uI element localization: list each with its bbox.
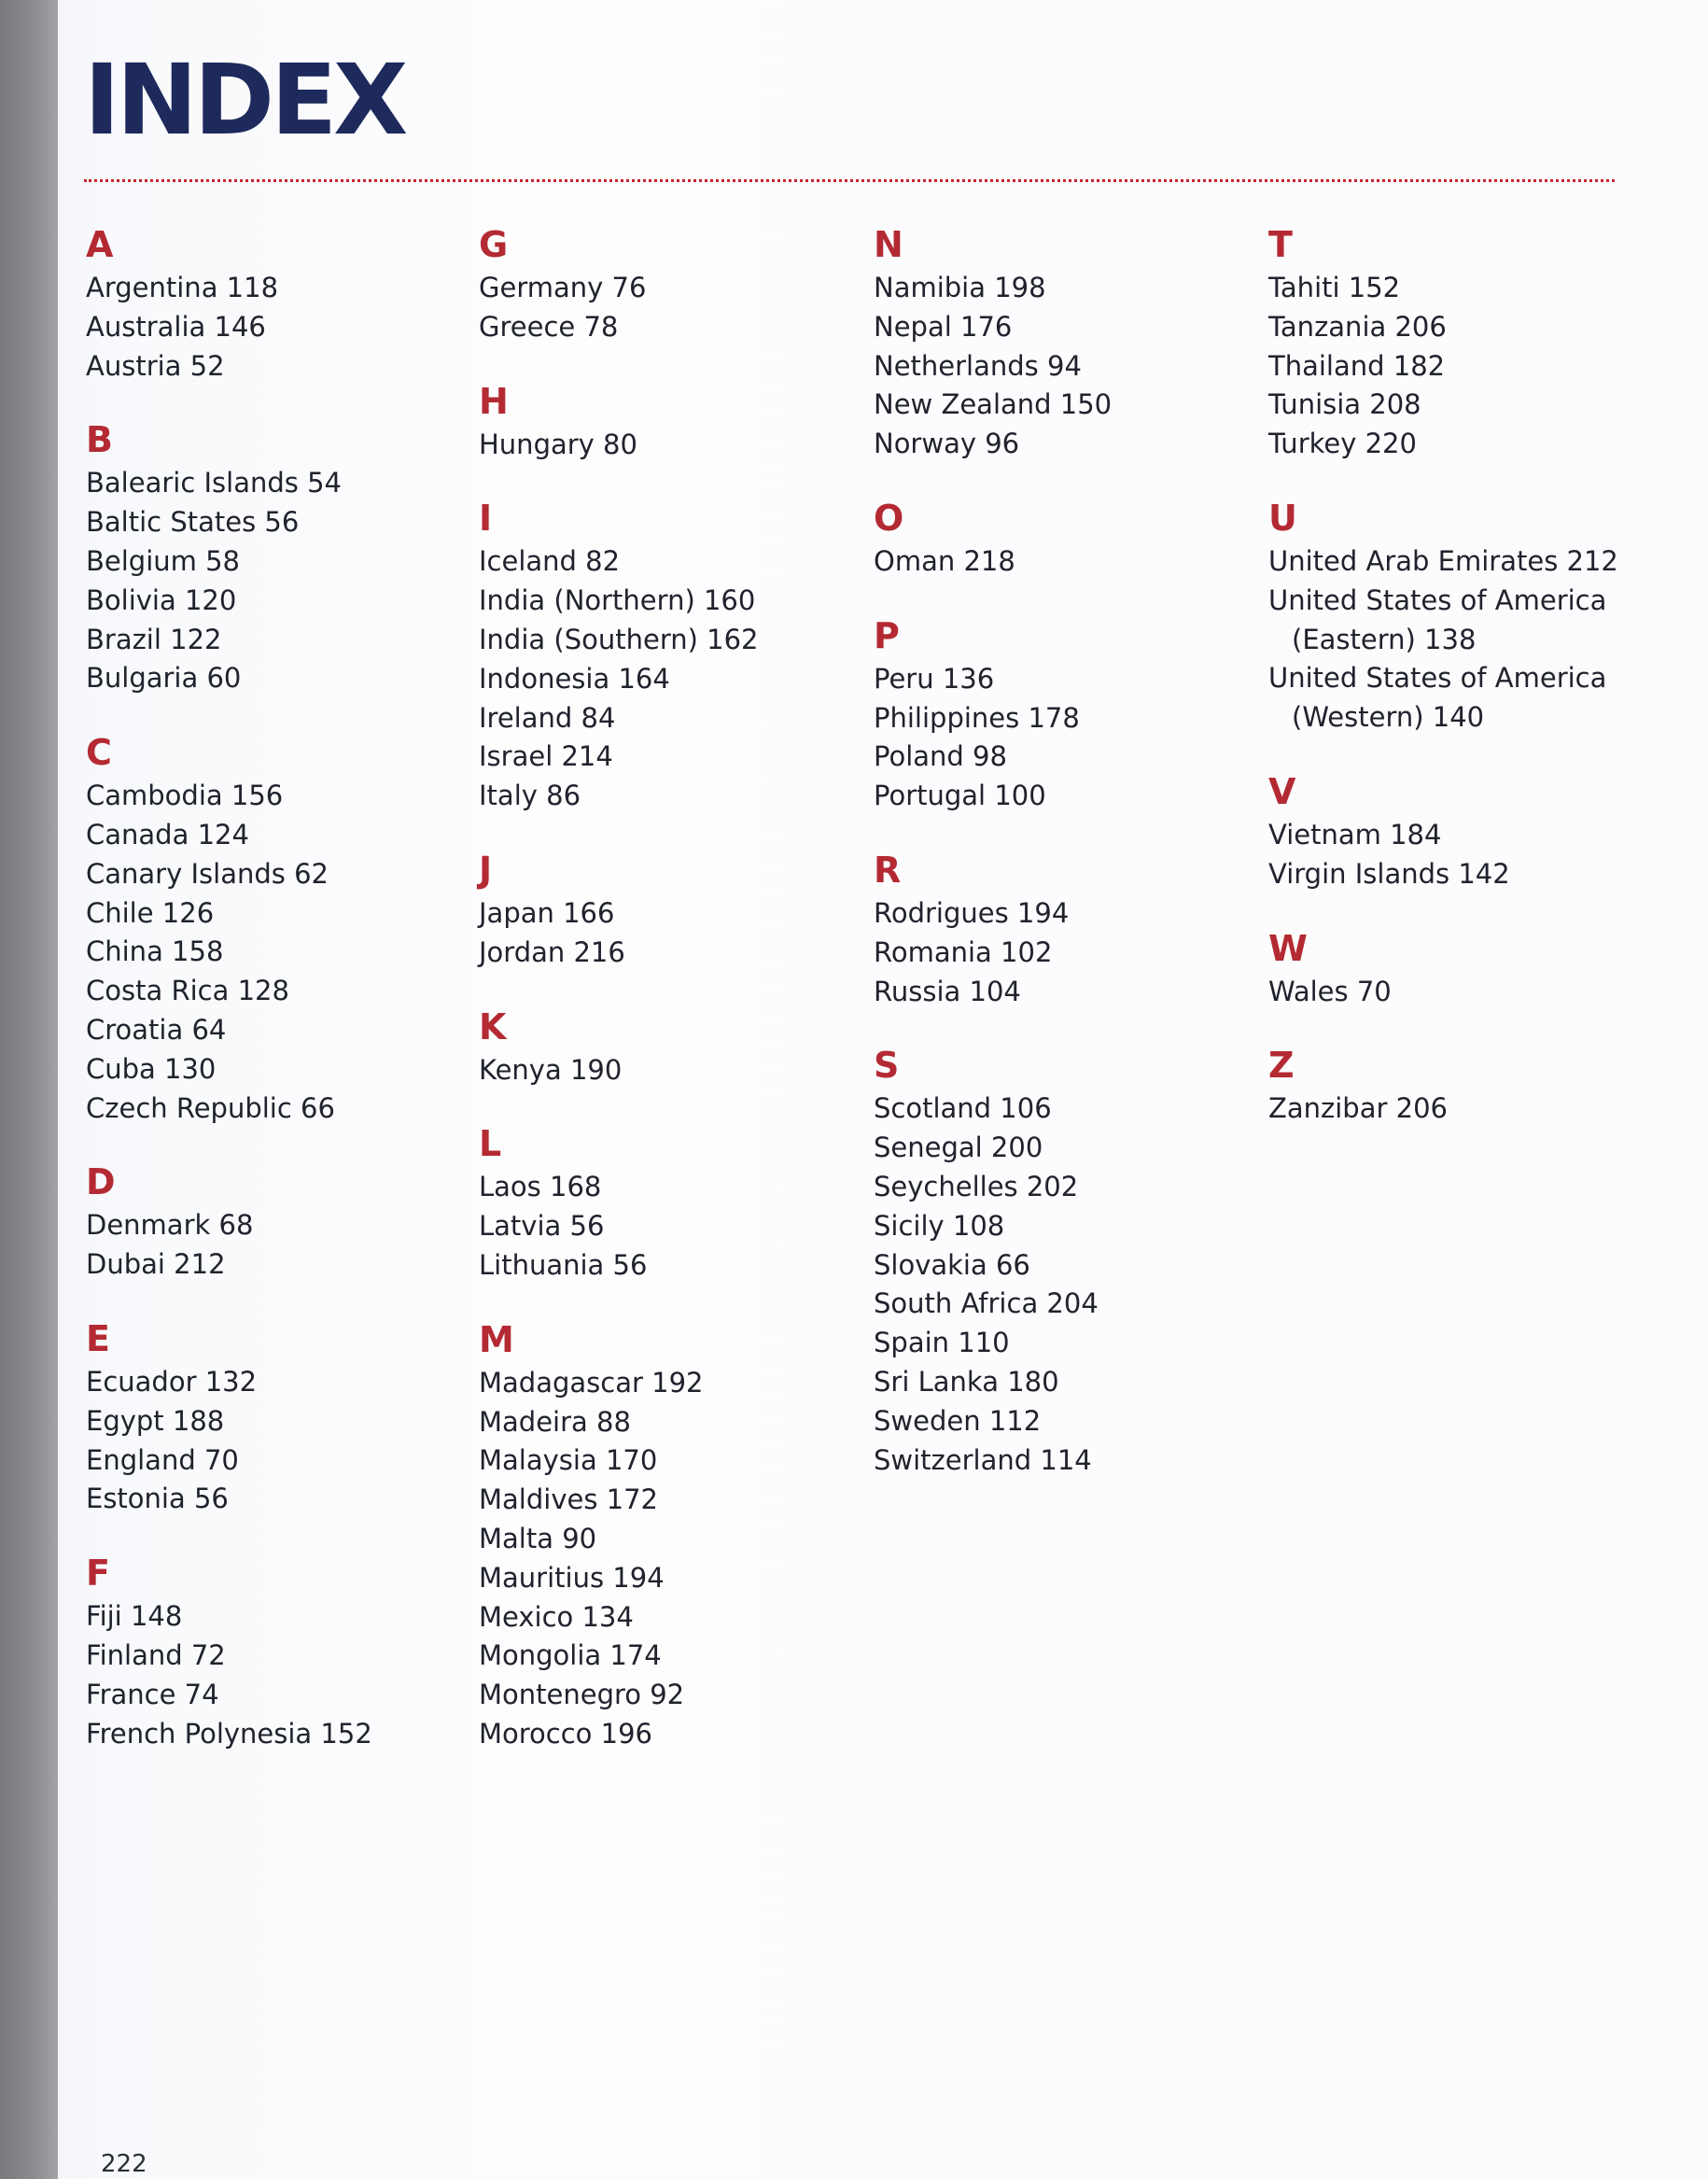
index-entry: Finland 72	[86, 1638, 226, 1671]
index-entry: Mexico 134	[479, 1600, 634, 1633]
index-entry: Virgin Islands 142	[1268, 857, 1510, 890]
index-entry: Peru 136	[874, 662, 995, 695]
index-entry: Croatia 64	[86, 1013, 227, 1046]
letter-group-d	[86, 1160, 469, 1285]
index-entry: Thailand 182	[1268, 349, 1446, 382]
index-entry: Fiji 148	[86, 1600, 183, 1633]
entry-continuation: (Eastern) 138	[1292, 623, 1477, 655]
letter-heading: W	[1268, 927, 1308, 969]
letter-group-w	[1268, 926, 1651, 1012]
book-spine-edge	[0, 0, 58, 2179]
index-entry: Brazil 122	[86, 623, 222, 655]
index-entry: Argentina 118	[86, 272, 279, 303]
index-entry: Bolivia 120	[86, 583, 237, 616]
letter-group-u	[1268, 496, 1651, 738]
index-entry: Nepal 176	[874, 310, 1013, 343]
letter-group-h	[479, 379, 861, 465]
index-entry: Bulgaria 60	[86, 662, 242, 695]
index-entry: Australia 146	[86, 310, 266, 343]
letter-group-p	[874, 613, 1256, 816]
index-entry: Portugal 100	[874, 780, 1046, 812]
letter-heading: G	[479, 224, 509, 265]
index-entry: Tanzania 206	[1268, 310, 1447, 343]
letter-group-r	[874, 848, 1256, 1011]
index-entry: Slovakia 66	[874, 1248, 1030, 1281]
index-entry: Zanzibar 206	[1268, 1092, 1448, 1125]
index-entry: Philippines 178	[874, 701, 1080, 734]
index-entry: England 70	[86, 1443, 239, 1476]
letter-heading: C	[86, 732, 112, 774]
index-entry: Scotland 106	[874, 1092, 1052, 1125]
index-entry: France 74	[86, 1678, 219, 1710]
index-entry: French Polynesia 152	[86, 1717, 372, 1750]
page-number: 222	[101, 2150, 147, 2178]
index-entry: Morocco 196	[479, 1717, 652, 1750]
letter-group-b	[86, 417, 469, 698]
dotted-divider	[84, 179, 1615, 182]
letter-heading: B	[86, 419, 113, 461]
index-entry: Tunisia 208	[1268, 388, 1421, 421]
index-entry: United States of America (Eastern) 138	[1268, 582, 1651, 660]
index-entry: Egypt 188	[86, 1404, 225, 1437]
index-entry: Madagascar 192	[479, 1366, 704, 1399]
index-entry: Balearic Islands 54	[86, 467, 342, 499]
letter-group-v	[1268, 769, 1651, 894]
index-entry: South Africa 204	[874, 1287, 1099, 1320]
index-entry: Canada 124	[86, 818, 249, 851]
index-entry: Israel 214	[479, 740, 613, 773]
letter-group-s	[874, 1043, 1256, 1480]
index-entry: Baltic States 56	[86, 506, 300, 539]
index-entry: Senegal 200	[874, 1132, 1043, 1164]
entry-continuation: (Western) 140	[1292, 701, 1485, 734]
index-entry: Latvia 56	[479, 1210, 605, 1243]
letter-heading: R	[874, 849, 902, 891]
letter-group-i	[479, 496, 861, 816]
index-entry: Cuba 130	[86, 1052, 217, 1085]
index-entry: Russia 104	[874, 975, 1021, 1007]
index-entry: China 158	[86, 935, 224, 968]
index-entry: India (Southern) 162	[479, 623, 759, 655]
letter-group-k	[479, 1005, 861, 1090]
index-entry: Rodrigues 194	[874, 896, 1070, 929]
index-entry: Austria 52	[86, 349, 225, 382]
index-entry: Costa Rica 128	[86, 975, 289, 1007]
index-column-1	[86, 222, 469, 1785]
index-entry: Jordan 216	[479, 935, 625, 968]
index-entry: Oman 218	[874, 544, 1015, 577]
index-entry: Sri Lanka 180	[874, 1365, 1059, 1398]
index-entry: Malta 90	[479, 1522, 597, 1554]
index-entry: Indonesia 164	[479, 662, 670, 695]
letter-heading: I	[479, 498, 493, 540]
letter-heading: Z	[1268, 1045, 1295, 1087]
letter-group-f	[86, 1551, 469, 1753]
index-entry: United Arab Emirates 212	[1268, 544, 1618, 577]
letter-heading: H	[479, 380, 509, 422]
index-entry: Norway 96	[874, 428, 1020, 460]
index-entry: Kenya 190	[479, 1053, 623, 1086]
page-title: INDEX	[84, 43, 405, 157]
index-entry: Maldives 172	[479, 1483, 658, 1516]
index-entry: New Zealand 150	[874, 388, 1113, 421]
letter-group-g	[479, 222, 861, 347]
index-entry: Lithuania 56	[479, 1248, 648, 1281]
index-entry: Vietnam 184	[1268, 818, 1442, 851]
index-entry: Denmark 68	[86, 1209, 254, 1242]
index-entry: Montenegro 92	[479, 1679, 685, 1711]
index-entry: Czech Republic 66	[86, 1091, 335, 1124]
letter-group-m	[479, 1317, 861, 1754]
index-entry: Germany 76	[479, 272, 647, 303]
index-entry: Estonia 56	[86, 1483, 229, 1515]
letter-group-n	[874, 222, 1256, 464]
letter-group-a	[86, 222, 469, 386]
letter-group-l	[479, 1121, 861, 1285]
letter-group-j	[479, 848, 861, 973]
letter-heading: P	[874, 614, 900, 656]
index-column-3	[874, 222, 1256, 1511]
index-entry: Madeira 88	[479, 1405, 631, 1438]
index-entry: Malaysia 170	[479, 1444, 658, 1477]
index-entry: Turkey 220	[1268, 428, 1417, 460]
index-entry: Tahiti 152	[1268, 272, 1401, 303]
index-entry: Poland 98	[874, 740, 1007, 773]
letter-group-t	[1268, 222, 1651, 464]
letter-heading: F	[86, 1553, 110, 1595]
letter-group-o	[874, 496, 1256, 582]
letter-heading: S	[874, 1045, 900, 1087]
index-entry: Switzerland 114	[874, 1443, 1092, 1476]
index-entry: Seychelles 202	[874, 1170, 1079, 1202]
index-entry: Hungary 80	[479, 428, 637, 460]
index-entry: Wales 70	[1268, 975, 1392, 1007]
index-entry: Sweden 112	[874, 1404, 1042, 1437]
index-entry: Iceland 82	[479, 545, 621, 578]
index-entry: India (Northern) 160	[479, 584, 756, 617]
letter-heading: E	[86, 1317, 110, 1359]
index-entry: Chile 126	[86, 896, 215, 929]
index-entry: Greece 78	[479, 310, 619, 343]
index-entry: Ireland 84	[479, 701, 616, 734]
index-entry: Laos 168	[479, 1171, 602, 1203]
letter-heading: M	[479, 1318, 514, 1360]
index-entry: Mauritius 194	[479, 1561, 665, 1594]
index-column-4	[1268, 222, 1651, 1160]
index-column-2	[479, 222, 861, 1786]
letter-heading: K	[479, 1005, 507, 1047]
letter-heading: L	[479, 1123, 502, 1165]
letter-group-z	[1268, 1043, 1651, 1129]
letter-heading: N	[874, 224, 903, 265]
index-entry: Sicily 108	[874, 1209, 1005, 1242]
letter-heading: U	[1268, 497, 1297, 539]
index-entry: Mongolia 174	[479, 1639, 662, 1672]
index-entry: Dubai 212	[86, 1248, 226, 1281]
index-entry: Romania 102	[874, 935, 1053, 968]
letter-group-e	[86, 1316, 469, 1519]
index-entry: Italy 86	[479, 780, 581, 812]
index-entry: Belgium 58	[86, 544, 241, 577]
index-entry: Japan 166	[479, 896, 615, 929]
letter-heading: D	[86, 1161, 116, 1203]
index-entry: Spain 110	[874, 1327, 1010, 1359]
letter-heading: V	[1268, 770, 1296, 812]
index-entry: United States of America (Western) 140	[1268, 659, 1651, 738]
index-entry: Namibia 198	[874, 272, 1046, 303]
letter-heading: T	[1268, 224, 1293, 265]
letter-heading: J	[479, 849, 493, 891]
index-entry: Netherlands 94	[874, 349, 1082, 382]
letter-heading: O	[874, 497, 904, 539]
index-entry: Cambodia 156	[86, 780, 284, 812]
letter-group-c	[86, 730, 469, 1128]
index-entry: Canary Islands 62	[86, 857, 329, 890]
index-entry: Ecuador 132	[86, 1365, 258, 1398]
letter-heading: A	[86, 224, 114, 265]
